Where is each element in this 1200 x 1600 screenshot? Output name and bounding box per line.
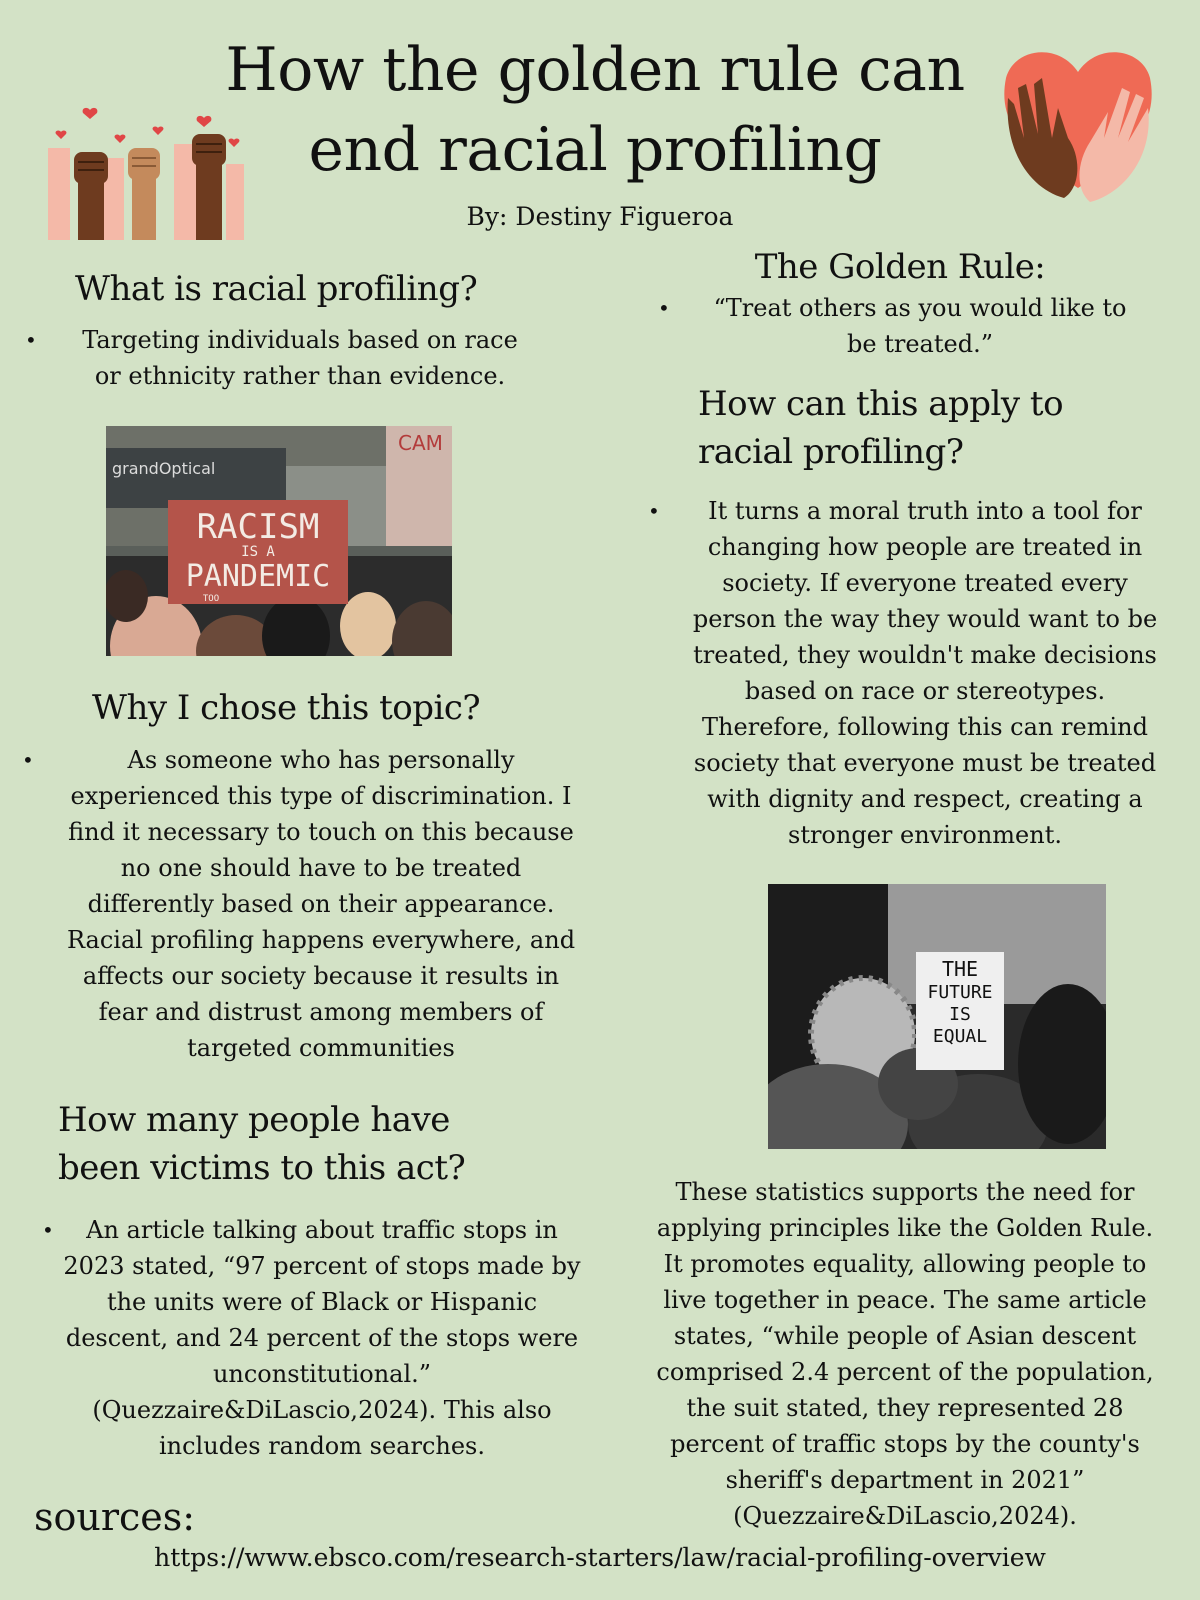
- how-apply-heading: How can this apply to racial profiling?: [698, 384, 1064, 472]
- sign2-line-3: IS: [949, 1004, 971, 1025]
- what-is-list: [75, 322, 525, 394]
- protest-photo-racism-is-a-pandemic: [106, 426, 452, 656]
- list-item: • Targeting individuals based on race or ethnicity rather than evidence.: [75, 322, 525, 394]
- golden-rule-list: [700, 290, 1140, 362]
- sign-line-3: PANDEMIC: [185, 559, 331, 594]
- sign2-line-2: FUTURE: [927, 982, 993, 1003]
- list-item: • An article talking about traffic stops in 2023 stated, “97 percent of stops made by the units were of Black or Hispanic descent, and 24 percent of the stops were unconstitutional.” (Quezzaire&DiLascio,2024). This also includes random searches.: [62, 1212, 582, 1464]
- what-is-racial-profiling-heading: What is racial profiling?: [75, 269, 478, 309]
- source-link[interactable]: https://www.ebsco.com/research-starters/law/racial-profiling-overview: [154, 1543, 1046, 1572]
- why-i-chose-heading: Why I chose this topic?: [92, 688, 481, 728]
- byline: By: Destiny Figueroa: [466, 202, 734, 231]
- sign-line-1: RACISM: [196, 507, 320, 547]
- protest-photo-future-is-equal: [768, 884, 1106, 1149]
- sources-label: sources:: [34, 1495, 196, 1539]
- sign2-line-4: EQUAL: [932, 1026, 988, 1047]
- store-sign-text: grandOptical: [112, 459, 216, 478]
- list-item: • As someone who has personally experienced this type of discrimination. I find it necessary to touch on this because no one should have to be treated differently based on their appearance. Racial profiling happens everywhere, and affects our society because it results in fear and distrust among members of targeted communities: [62, 742, 580, 1066]
- page-title: How the golden rule can end racial profiling: [225, 35, 965, 185]
- sign2-line-1: THE: [941, 957, 979, 981]
- how-apply-list: [690, 493, 1160, 853]
- why-list: [62, 742, 580, 1066]
- statistics-paragraph: These statistics supports the need for applying principles like the Golden Rule. It promotes equality, allowing people to live together in peace. The same article states, “while people of Asian descent comprised 2.4 percent of the population, the suit stated, they represented 28 percent of traffic stops by the county's sheriff's department in 2021” (Quezzaire&DiLascio,2024).: [656, 1178, 1154, 1530]
- list-item: • It turns a moral truth into a tool for changing how people are treated in society. If everyone treated every person the way they would want to be treated, they wouldn't make decisions based on race or stereotypes. Therefore, following this can remind society that everyone must be treated with dignity and respect, creating a stronger environment.: [690, 493, 1160, 853]
- how-many-list: [62, 1212, 582, 1464]
- heart-hands-illustration: [998, 38, 1158, 206]
- how-many-heading: How many people have been victims to this act?: [58, 1100, 466, 1188]
- golden-rule-heading: The Golden Rule:: [754, 247, 1046, 287]
- list-item: • “Treat others as you would like to be treated.”: [700, 290, 1140, 362]
- store-sign-text-2: CAM: [398, 431, 443, 455]
- sign-line-2: IS A: [241, 544, 275, 560]
- sign-line-4: TOO: [202, 594, 220, 604]
